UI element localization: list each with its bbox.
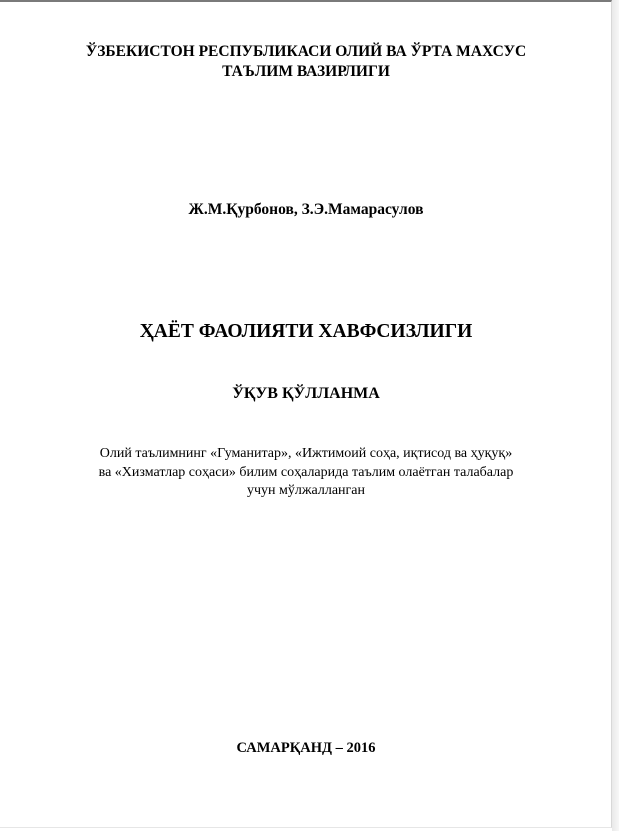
ministry-line-2: ТАЪЛИМ ВАЗИРЛИГИ xyxy=(222,63,390,80)
description-line-3: учун мўлжалланган xyxy=(246,483,365,498)
book-subtitle: ЎҚУВ ҚЎЛЛАНМА xyxy=(232,385,380,402)
page-edge-shadow xyxy=(612,0,619,831)
audience-description xyxy=(0,445,612,501)
city-year: САМАРҚАНД – 2016 xyxy=(236,740,376,756)
ministry-line-1: ЎЗБЕКИСТОН РЕСПУБЛИКАСИ ОЛИЙ ВА ЎРТА МАХСУС xyxy=(85,43,527,60)
book-title: ҲАЁТ ФАОЛИЯТИ ХАВФСИЗЛИГИ xyxy=(139,321,473,342)
ministry-heading xyxy=(0,42,612,82)
authors: Ж.М.Қурбонов, З.Э.Мамарасулов xyxy=(188,201,424,218)
description-line-1: Олий таълимнинг «Гуманитар», «Ижтимоий соҳа, иқтисод ва ҳуқуқ» xyxy=(99,446,513,461)
description-line-2: ва «Хизматлар соҳаси» билим соҳаларида таълим олаётган талабалар xyxy=(98,464,514,480)
